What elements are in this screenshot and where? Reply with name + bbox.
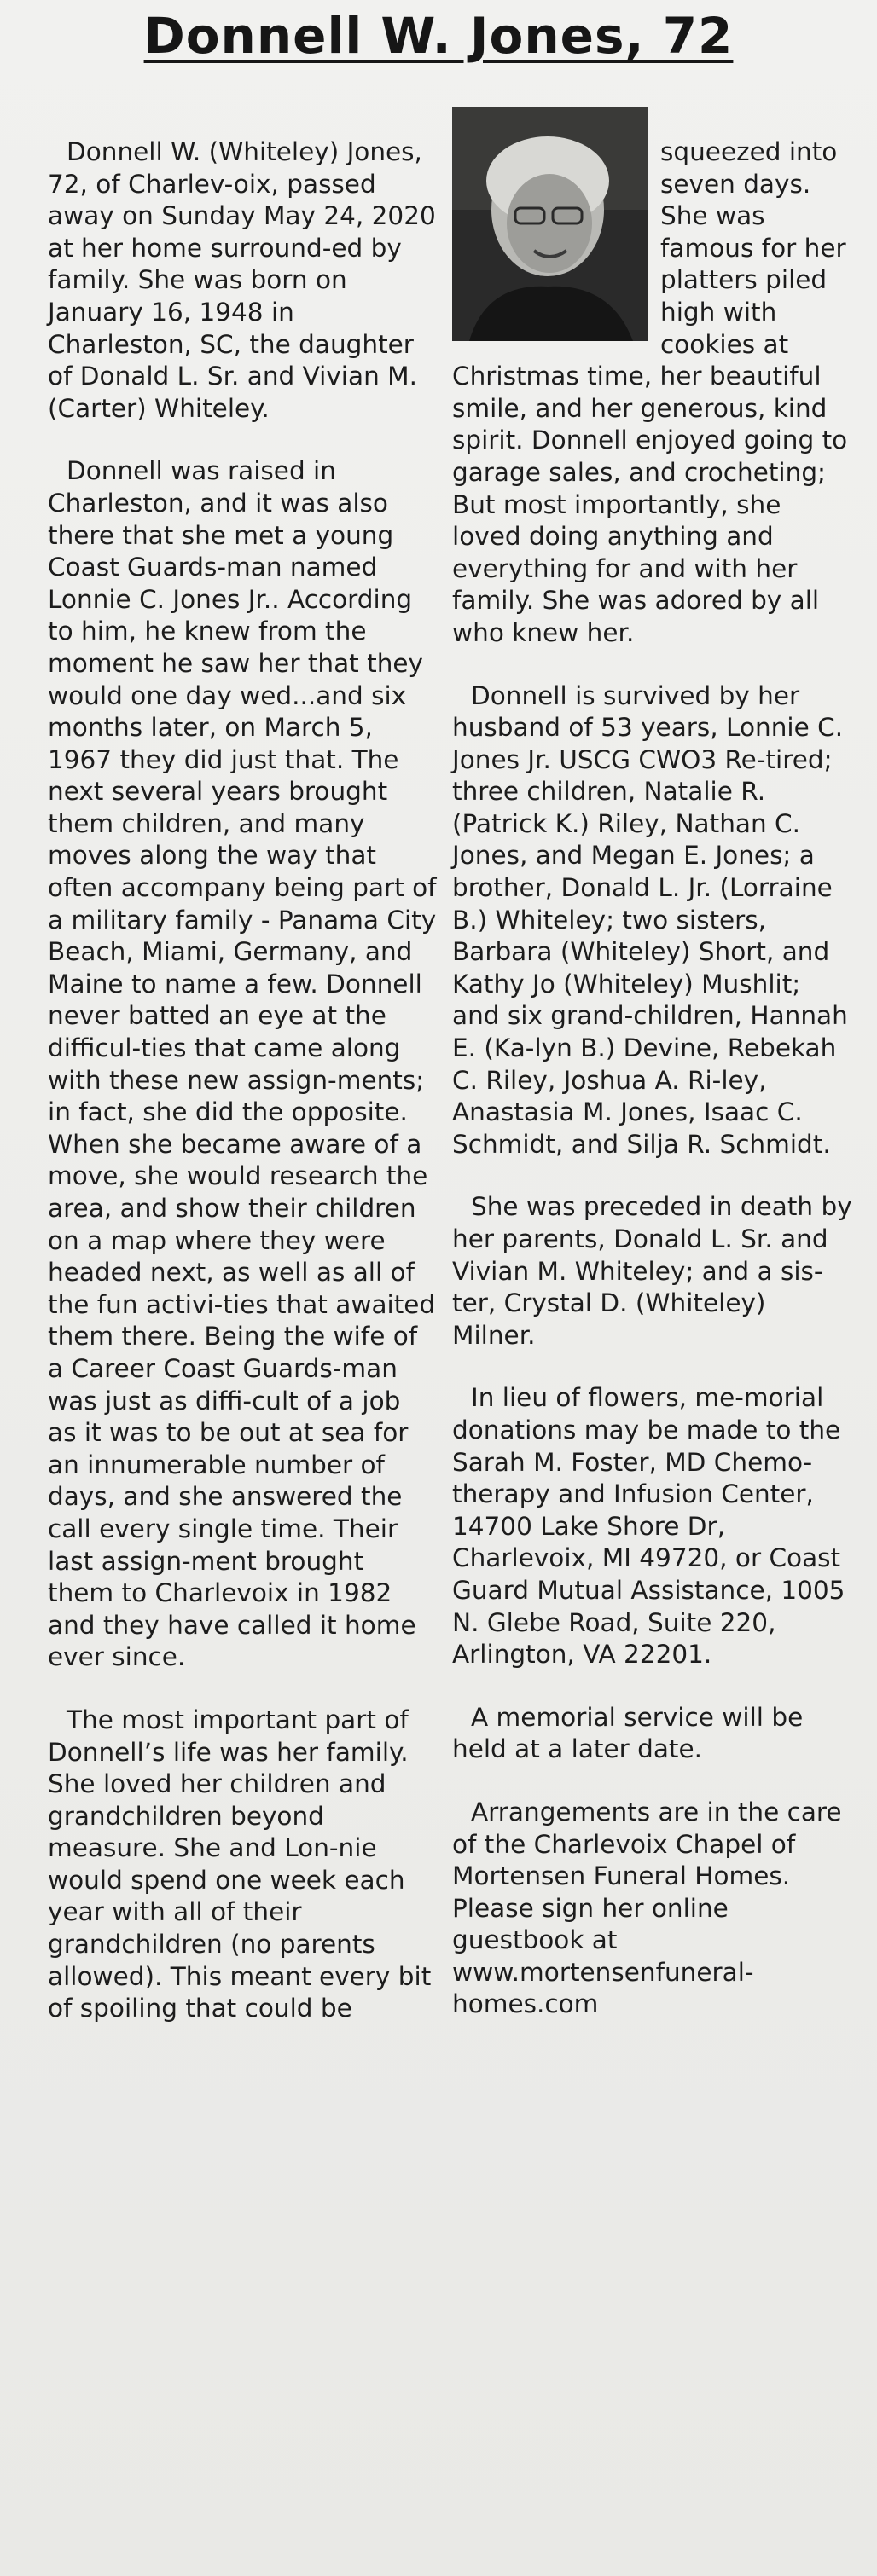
left-column [48,136,437,2056]
paragraph-preceded: She was preceded in death by her parents, Donald L. Sr. and Vivian M. Whiteley; and a sis-ter, Crystal D. (Whiteley) Milner. [452,1192,852,1350]
paragraph-death-birth: Donnell W. (Whiteley) Jones, 72, of Charlev-oix, passed away on Sunday May 24, 2020 at her home surround-ed by family. She was born on January 16, 1948 in Charleston, SC, the daughter of Donald L. Sr. and Vivian M. (Carter) Whiteley. [48,137,436,423]
paragraph-family: The most important part of Donnell’s life was her family. She loved her children and grandchildren beyond measure. She and Lon-nie would spend one week each year with all of their grandchildren (no parents allowed). This meant every bit of spoiling that could be [48,1705,432,2023]
paragraph-donations: In lieu of flowers, me-morial donations may be made to the Sarah M. Foster, MD Chemo-therapy and Infusion Center, 14700 Lake Shore Dr, Charlevoix, MI 49720, or Coast Guard Mutual Assistance, 1005 N. Glebe Road, Suite 220, Arlington, VA 22201. [452,1383,845,1670]
paragraph-arrangements: Arrangements are in the care of the Charlevoix Chapel of Mortensen Funeral Homes. Please sign her online guestbook at www.mortensenfuneral-homes.com [452,1797,842,2019]
paragraph-life-story: Donnell was raised in Charleston, and it was also there that she met a young Coast Guards-man named Lonnie C. Jones Jr.. According to him, he knew from the moment he saw her that they would one day wed...and six months later, on March 5, 1967 they did just that. The next several years brought them children, and many moves along the way that often accompany being part of a military family - Panama City Beach, Miami, Germany, and Maine to name a few. Donnell never batted an eye at the difficul-ties that came along with these new assign-ments; in fact, she did the opposite. When she became aware of a move, she would research the area, and show their children on a map where they were headed next, as well as all of the fun activi-ties that awaited them there. Being the wife of a Career Coast Guards-man was just as diffi-cult of a job as it was to be out at sea for an innumerable number of days, and she answered the call every single time. Their last assign-ment brought them to Charlevoix in 1982 and they have called it home ever since. [48,456,437,1672]
portrait-image [452,107,648,341]
paragraph-memorial: A memorial service will be held at a later date. [452,1702,804,1764]
obituary-headline: Donnell W. Jones, 72 [143,7,734,65]
right-column [452,136,853,2052]
paragraph-family-cont: squeezed into seven days. She was famous for her platters piled high with cookies at Christmas time, her beautiful smile, and her generous, kind spirit. Donnell enjoyed going to garage sales, and crocheting; But most importantly, she loved doing anything and everything for and with her family. She was adored by all who knew her. [452,137,848,647]
paragraph-survivors: Donnell is survived by her husband of 53 years, Lonnie C. Jones Jr. USCG CWO3 Re-tired; three children, Natalie R. (Patrick K.) Riley, Nathan C. Jones, and Megan E. Jones; a brother, Donald L. Jr. (Lorraine B.) Whiteley; two sisters, Barbara (Whiteley) Short, and Kathy Jo (Whiteley) Mushlit; and six grand-children, Hannah E. (Ka-lyn B.) Devine, Rebekah C. Riley, Joshua A. Ri-ley, Anastasia M. Jones, Isaac C. Schmidt, and Silja R. Schmidt. [452,680,848,1159]
portrait-photo [452,107,648,341]
